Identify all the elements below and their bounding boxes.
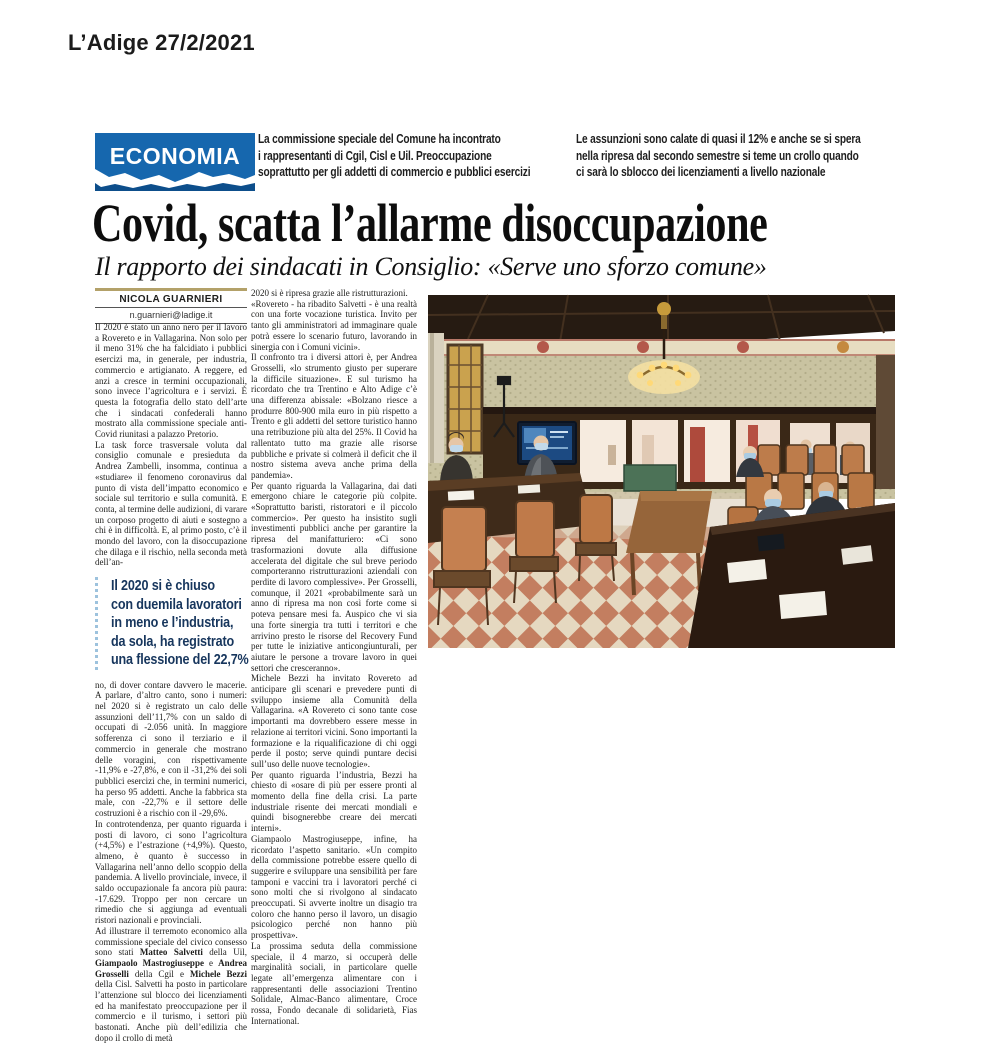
text-line: soprattutto per gli addetti di commercio e pubblici esercizi <box>258 164 531 179</box>
article-paragraph: Il confronto tra i diversi attori è, per Andrea Grosselli, «lo strumento giusto per superare la difficile situazione». E sul turismo ha ricordato che tra Trentino e Alto Adige c’è una differenza abissale: «Bolzano riesce a produrre 800-900 mila euro in più rispetto a Trento e gli addetti del settore turistico hanno una retribuzione più alta del 25%. Il Covid ha rallentato tutto ma grazie alle risorse pubbliche e private si colmerà il deficit che il nostro sistema aveva anche prima della pandemia». <box>251 352 417 480</box>
article-paragraph: La task force trasversale voluta dal consiglio comunale e presieduta da Andrea Zambelli, insomma, continua a «studiare» il fenomeno coronavirus dal punto di vista dell’impatto economico e sociale sul territorio e sulla comunità. E conta, al termine delle audizioni, di varare un corposo progetto di aiuti e sostegno a chi è in difficoltà. E, al primo posto, c’è il mondo del lavoro, con la disoccupazione che dilaga e il rischio, nella seconda metà dell’an- <box>95 439 247 568</box>
article-column-1 <box>95 322 249 1043</box>
article-paragraph: «Rovereto - ha ribadito Salvetti - è una realtà con una forte vocazione turistica. Invito per tanto gli amministratori ad immaginare quale potrà essere lo scenario futuro, lavorando in sinergia con i Comuni vicini». <box>251 298 417 352</box>
headline: Covid, scatta l’allarme disoccupazione <box>92 193 768 253</box>
text-line: una flessione del 22,7% <box>111 651 249 669</box>
article-paragraph: In controtendenza, per quanto riguarda i posti di lavoro, ci sono l’agricoltura (+4,5%) e l’estrazione (+4,9%). Questo, almeno, è quanto è successo in Vallagarina nell’anno dello scoppio della pandemia. A livello provinciale, invece, il saldo occupazionale fa ancora più paura: -17.629. Troppo per non cercare un rimedio che si aggiunga ad eventuali ristori nazionali e provinciali. <box>95 818 247 926</box>
byline <box>95 288 247 324</box>
kicker-right <box>576 131 861 181</box>
byline-author: NICOLA GUARNIERI <box>95 291 247 308</box>
article-paragraph: Il 2020 è stato un anno nero per il lavoro a Rovereto e in Vallagarina. Non solo per il meno 31% che ha falcidiato i pubblici esercizi ma, in generale, per industria, commercio e artigianato. A reggere, ed anzi a cresce in termini occupazionali, sono invece l’agricoltura e i servizi. È questa la fotografia dello stato dell’arte che i sindacati confederali hanno mostrato alla commissione speciale anti-Covid riunitasi a palazzo Pretorio. <box>95 322 247 440</box>
text-line: nella ripresa dal secondo semestre si teme un crollo quando <box>576 147 859 163</box>
article-paragraph: Giampaolo Mastrogiuseppe, infine, ha ricordato l’aspetto sanitario. «Un compito della commissione potrebbe essere quello di suggerire e sviluppare una sensibilità per fare tamponi e vaccini tra i lavoratori perché ci sono molti che si rivolgono al sindacato preoccupati. Si avverte inoltre un disagio tra coloro che hanno perso il lavoro, un disagio psicologico perché non hanno più prospettiva». <box>251 833 417 941</box>
frieze-band <box>428 339 895 356</box>
article-paragraph: no, di dover contare davvero le macerie. A parlare, d’altro canto, sono i numeri: nel 2020 si è registrato un calo delle assunzioni dell’11,7% con un saldo di occupati di -2.056 unità. In maggiore sofferenza ci sono il terziario e il commercio in generale che mostrano delle voragini, con rispettivamente -11,9% e -27,8%, e con il -31,2% dei soli pubblici esercizi che, in termini numerici, ha perso 95 addetti. Anche la fabbrica sta male, con -22,7% e il settore delle costruzioni è a rischio con il -29,6%. <box>95 679 247 819</box>
page-source-label: L’Adige 27/2/2021 <box>68 30 255 55</box>
article-column-2 <box>251 288 417 1026</box>
article-paragraph: Per quanto riguarda l’industria, Bezzi ha chiesto di «osare di più per essere pronti al momento della fine della crisi. La parte industriale risente dei mercati mondiali e quindi bisognerebbe creare dei mercati interni». <box>251 769 417 834</box>
text-line: i rappresentanti di Cgil, Cisl e Uil. Preoccupazione <box>258 147 492 163</box>
byline-email: n.guarnieri@ladige.it <box>95 308 247 324</box>
subhead: Il rapporto dei sindacati in Consiglio: «Serve uno sforzo comune» <box>95 252 767 281</box>
text-line: La commissione speciale del Comune ha incontrato <box>258 131 501 146</box>
pull-quote <box>95 577 247 670</box>
text-line: Le assunzioni sono calate di quasi il 12% e anche se si spera <box>576 131 861 146</box>
text-line: con duemila lavoratori <box>111 595 242 613</box>
gothic-window <box>448 345 482 453</box>
column1-upper-text <box>95 322 247 568</box>
article-paragraph: 2020 si è ripresa grazie alle ristrutturazioni. <box>251 288 408 298</box>
article-paragraph: Per quanto riguarda la Vallagarina, dai dati emergono chiare le categorie più colpite. «Soprattutto baristi, ristoratori e il piccolo commercio». Per questo ha insistito sugli investimenti pubblici anche per garantire la ripresa del manifatturiero: «Ci sono trasformazioni dovute alla diffusione accelerata del digitale che sul breve periodo comporteranno ristrutturazioni aziendali con perdite di lavoro complessive». Per Grosselli, comunque, il 2021 «probabilmente sarà un anno di ripresa ma non così forte come si poteva pensare mesi fa. Auspico che vi sia una forte sinergia tra tutti i territori e che arrivino presto le risorse del Recovery Fund per tutte le iniziative anticongiunturali, per aiutare le persone a trovare lavoro in quei settori che cresceranno». <box>251 480 417 673</box>
text-line: in meno e l’industria, <box>111 614 234 632</box>
text-line: da sola, ha registrato <box>111 632 235 650</box>
text-line: Il 2020 si è chiuso <box>111 577 215 595</box>
article-paragraph: Ad illustrare il terremoto economico alla commissione speciale del civico consesso sono stati Matteo Salvetti della Uil, Giampaolo Mastrogiuseppe e Andrea Grosselli della Cgil e Michele Bezzi della Cisl. Salvetti ha posto in particolare l’attenzione sul blocco dei licenziamenti ed ha manifestato preoccupazione per il commercio e il turismo, i settori più bastonati. Anche più dell’edilizia che dopo il crollo di metà <box>95 925 247 1043</box>
kicker-left <box>258 131 530 181</box>
column1-lower-text <box>95 680 247 1044</box>
section-label: ECONOMIA <box>109 143 241 169</box>
article-photo <box>428 295 895 648</box>
article-paragraph: Michele Bezzi ha invitato Rovereto ad anticipare gli scenari e prevedere punti di sviluppo insieme alla Comunità della Vallagarina. «A Rovereto ci sono tante cose importanti ma dovrebbero essere messe in relazione ai territori vicini. Sono importanti la formazione e la riqualificazione di chi oggi perde il posto; serve quindi puntare decisi sull’uso delle nuove tecnologie». <box>251 673 417 769</box>
text-line: ci sarà lo sblocco dei licenziamenti a livello nazionale <box>576 164 826 179</box>
article-paragraph: La prossima seduta della commissione speciale, il 4 marzo, si occuperà delle marginalità sociali, in particolare quelle legate all’emergenza alimentare con i rappresentanti delle associazioni Trentino Solidale, Almac-Banco alimentare, Croce rossa, Fondo decanale di solidarietà, Fias International. <box>251 940 417 1026</box>
